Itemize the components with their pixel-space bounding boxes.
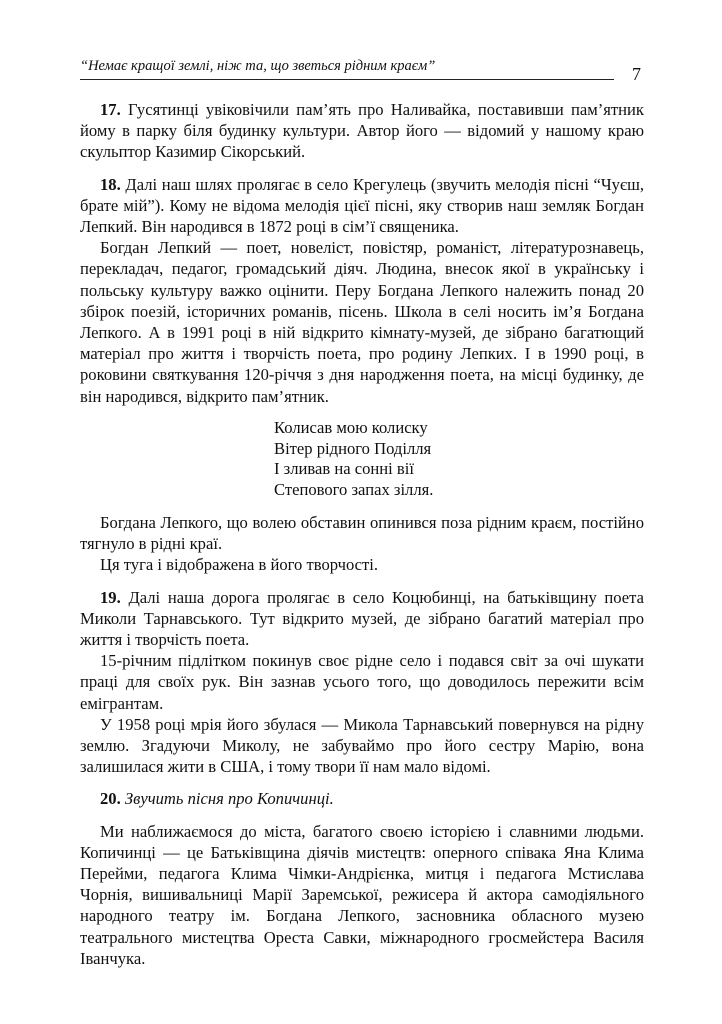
- section-19-paragraph-2: 15-річним підлітком покинув своє рідне село і подався світ за очі шукати праці для своїх рук. Він зазнав усього того, що доводилось пережити всім емігрантам.: [80, 651, 644, 713]
- section-18-text: Далі наш шлях пролягає в село Крегулець (звучить мелодія пісні “Чуєш, брате мій”). Кому не відома мелодія цієї пісні, яку створив наш земляк Богдан Лепкий. Він народився в 1872 році в сім’ї священика.: [80, 174, 644, 237]
- section-17-paragraph: [80, 99, 644, 163]
- poem-quote: [274, 418, 644, 501]
- poem-line: Степового запах зілля.: [274, 480, 434, 500]
- poem-line: Вітер рідного Поділля: [274, 438, 432, 458]
- section-17-number: 17.: [100, 100, 121, 119]
- poem-line: І зливав на сонні вії: [274, 459, 414, 479]
- section-20-paragraph-2: Ми наближаємося до міста, багатого своєю історією і славними людьми. Копичинці — це Батьківщина діячів мистецтв: оперного співака Яна Клима Перейми, педагога Клима Чімки-Андрієнка, митця і педагога Мстислава Чорнія, вишивальниці Марії Заремської, режисера й актора самодіяльного народного театру ім. Богдана Лепкого, засновника обласного музею театрального мистецтва Ореста Савки, міжнародного гросмейстера Василя Іванчука.: [80, 821, 644, 968]
- section-20-text: Звучить пісня про Копичинці.: [124, 789, 334, 809]
- page-content: [80, 99, 644, 969]
- section-19-number: 19.: [100, 587, 121, 607]
- section-18-paragraph: [80, 174, 644, 238]
- section-17-text: Гусятинці увіковічили пам’ять про Наливайка, поставивши пам’ятник йому в парку біля будинку культури. Автор його — відомий у нашому краю скульптор Казимир Сікорський.: [80, 100, 644, 162]
- section-18-number: 18.: [100, 174, 121, 194]
- section-19-text: Далі наша дорога пролягає в село Коцюбинці, на батьківщину поета Миколи Тарнавського. Тут відкрито музей, де зібрано багатий матеріал про життя і творчість поета.: [80, 587, 644, 650]
- section-19-paragraph: [80, 587, 644, 651]
- section-20-number: 20.: [100, 789, 121, 809]
- section-18-paragraph-4: Ця туга і відображена в його творчості.: [100, 555, 379, 575]
- section-18-paragraph-3: Богдана Лепкого, що волею обставин опинився поза рідним краєм, постійно тягнуло в рідні краї.: [80, 513, 644, 554]
- running-header: “Немає кращої землі, ніж та, що зветься рідним краєм”: [80, 58, 614, 80]
- section-18-paragraph-2: Богдан Лепкий — поет, новеліст, повістяр, романіст, літературознавець, перекладач, педагог, громадський діяч. Людина, внесок якої в українську і польську культуру важко оцінити. Перу Богдана Лепкого належить понад 20 збірок поезій, історичних романів, пісень. Школа в селі носить ім’я Богдана Лепкого. А в 1991 році в ній відкрито кімнату-музей, де зібрано багатющий матеріал про життя і творчість поета, про родину Лепких. І в 1990 році, в роковини святкування 120-річчя з дня народження поета, на місці будинку, де він народився, відкрито пам’ятник.: [80, 238, 644, 406]
- section-19-paragraph-3: У 1958 році мрія його збулася — Микола Тарнавський повернувся на рідну землю. Згадуючи Миколу, не забуваймо про його сестру Марію, вона залишилася жити в США, і тому твори її нам мало відомі.: [80, 714, 644, 777]
- poem-line: Колисав мою колиску: [274, 417, 428, 437]
- section-20-paragraph: [80, 788, 644, 809]
- page-number: 7: [632, 64, 641, 84]
